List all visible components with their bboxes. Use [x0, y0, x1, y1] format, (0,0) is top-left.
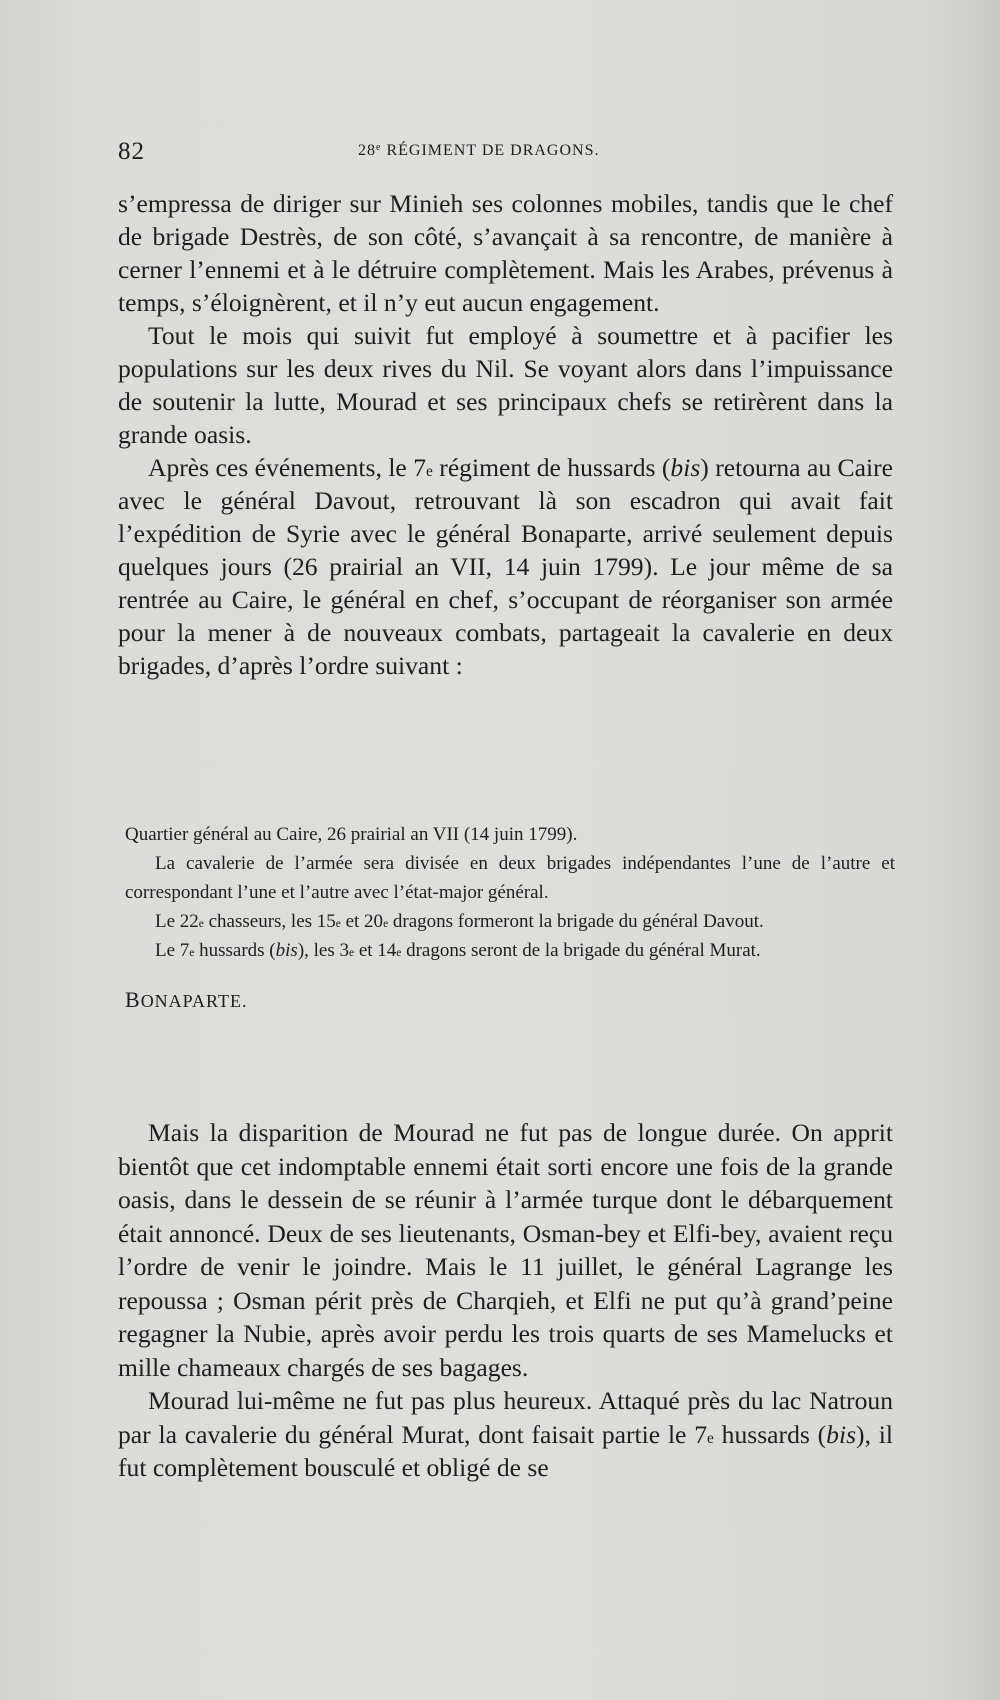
- paragraph-3: [118, 451, 893, 682]
- p3-text-a: Après ces événements, le 7: [148, 453, 427, 482]
- order-signature: [125, 985, 895, 1016]
- q2-text-b: chasseurs, les 15: [203, 911, 336, 932]
- p5-bis: bis: [826, 1419, 857, 1449]
- q2-superscript-3: e: [383, 918, 389, 930]
- q3-text-a: Le 7: [155, 940, 190, 961]
- p5-superscript: e: [707, 1429, 714, 1447]
- q2-superscript-1: e: [198, 918, 204, 930]
- paragraph-1: s’empressa de diriger sur Minieh ses colonnes mobiles, tandis que le chef de brigade Destrès, de son côté, s’avançait à sa rencontre, de manière à cerner l’ennemi et à le détruire complètement. Mais les Arabes, prévenus à temps, s’éloignèrent, et il n’y eut aucun engagement.: [118, 189, 893, 317]
- p5-text-c: ), il fut complètement bousculé et obligé de se: [118, 1419, 894, 1482]
- running-head-ordinal: 28: [358, 142, 376, 159]
- signature-rest: ONAPARTE.: [140, 991, 248, 1011]
- running-head: [358, 142, 600, 160]
- q2-text-a: Le 22: [155, 911, 199, 932]
- page-header: [118, 138, 898, 168]
- bottom-text: [118, 1116, 893, 1485]
- order-paragraph-3: [125, 936, 895, 965]
- main-text: [118, 187, 893, 682]
- q2-text-d: dragons formeront la brigade du général Davout.: [388, 911, 764, 932]
- q3-text-d: et 14: [354, 940, 397, 961]
- signature-initial: B: [125, 987, 141, 1012]
- p5-text-b: hussards (: [713, 1419, 827, 1449]
- running-head-title: RÉGIMENT DE DRAGONS.: [381, 142, 600, 159]
- q3-superscript-3: e: [396, 947, 402, 959]
- q3-text-e: dragons seront de la brigade du général Murat.: [401, 940, 761, 961]
- q3-text-c: ), les 3: [297, 940, 350, 961]
- p3-superscript: e: [426, 463, 433, 480]
- p3-text-b: régiment de hussards (: [432, 453, 671, 482]
- p3-bis: bis: [670, 453, 701, 482]
- page-number: 82: [118, 138, 145, 165]
- q3-bis: bis: [275, 940, 298, 961]
- order-dateline: Quartier général au Caire, 26 prairial an VII (14 juin 1799).: [125, 824, 578, 845]
- q3-superscript-1: e: [189, 947, 195, 959]
- paragraph-2: Tout le mois qui suivit fut employé à soumettre et à pacifier les populations sur les deux rives du Nil. Se voyant alors dans l’impuissance de soutenir la lutte, Mourad et ses principaux chefs se retirèrent dans la grande oasis.: [118, 321, 893, 449]
- paragraph-4: Mais la disparition de Mourad ne fut pas de longue durée. On apprit bientôt que cet indomptable ennemi était sorti encore une fois de la grande oasis, dans le dessein de se réunir à l’armée turque dont le débarquement était annoncé. Deux de ses lieutenants, Osman-bey et Elfi-bey, avaient reçu l’ordre de venir le joindre. Mais le 11 juillet, le général Lagrange les repoussa ; Osman périt près de Charqieh, et Elfi ne put qu’à grand’peine regagner la Nubie, après avoir perdu les trois quarts de ses Mamelucks et mille chameaux chargés de ses bagages.: [118, 1118, 893, 1382]
- order-paragraph-1: La cavalerie de l’armée sera divisée en deux brigades indépendantes l’une de l’autre et correspondant l’une et l’autre avec l’état-major général.: [125, 853, 895, 903]
- q2-text-c: et 20: [340, 911, 384, 932]
- q2-superscript-2: e: [335, 918, 341, 930]
- p5-text-a: Mourad lui-même ne fut pas plus heureux. Attaqué près du lac Natroun par la cavalerie du général Murat, dont faisait partie le 7: [118, 1386, 893, 1449]
- order-quote: [125, 820, 895, 1016]
- order-paragraph-2: [125, 907, 895, 936]
- paragraph-5: [118, 1384, 893, 1485]
- p3-text-c: ) retourna au Caire avec le général Davout, retrouvant là son escadron qui avait fait l’expédition de Syrie avec le général Bonaparte, arrivé seulement depuis quelques jours (26 prairial an VII, 14 juin 1799). Le jour même de sa rentrée au Caire, le général en chef, s’occupant de réorganiser son armée pour la mener à de nouveaux combats, partageait la cavalerie en deux brigades, d’après l’ordre suivant :: [118, 453, 893, 680]
- running-head-superscript: e: [376, 142, 382, 153]
- q3-text-b: hussards (: [194, 940, 276, 961]
- q3-superscript-2: e: [349, 947, 355, 959]
